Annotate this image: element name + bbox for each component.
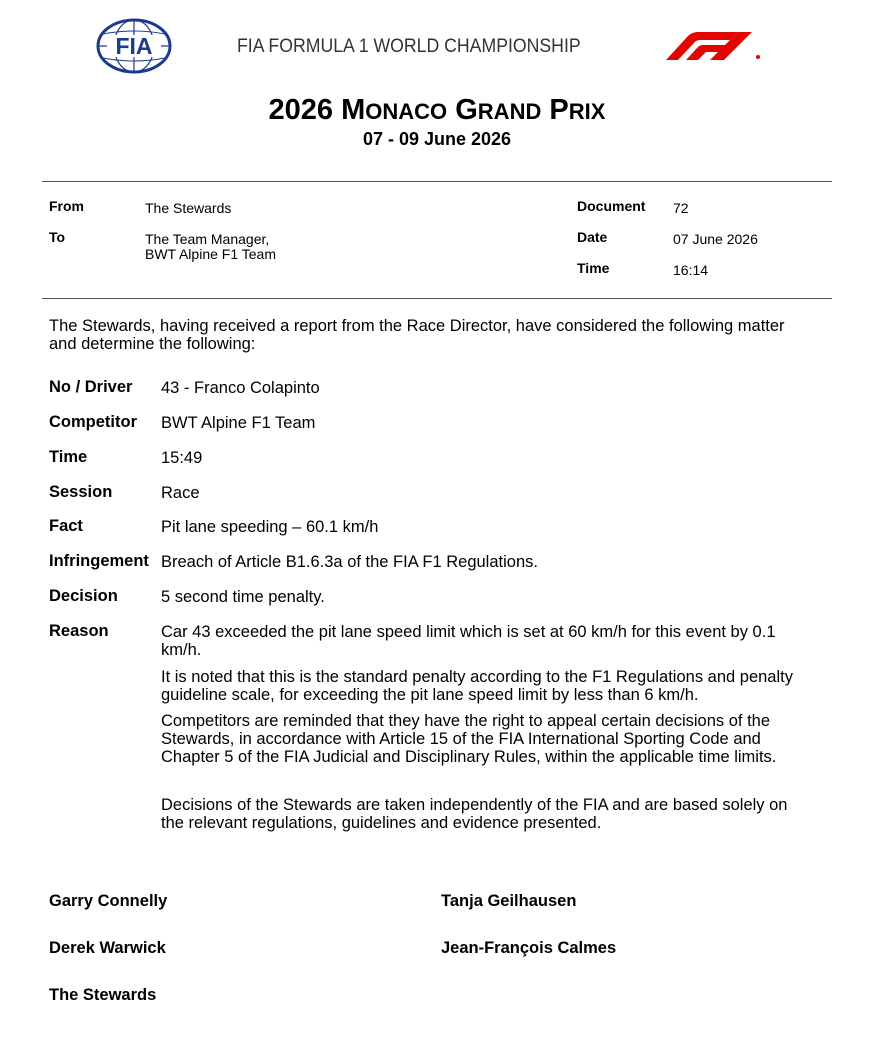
steward-signature: Garry Connelly [49, 892, 168, 910]
detail-value-infringement: Breach of Article B1.6.3a of the FIA F1 Regulations. [161, 553, 538, 571]
detail-label-time: Time [49, 448, 88, 466]
detail-label-decision: Decision [49, 587, 118, 605]
fia-logo-icon [95, 18, 173, 74]
reason-paragraph: Decisions of the Stewards are taken independently of the FIA and are based solely on the relevant regulations, guidelines and evidence presented. [161, 796, 788, 832]
detail-value-session: Race [161, 484, 200, 502]
detail-label-competitor: Competitor [49, 413, 137, 431]
f1-logo-icon [666, 30, 778, 62]
steward-signature: Derek Warwick [49, 939, 166, 957]
steward-signature: Tanja Geilhausen [441, 892, 577, 910]
detail-value-fact: Pit lane speeding – 60.1 km/h [161, 518, 379, 536]
detail-value-decision: 5 second time penalty. [161, 588, 325, 606]
detail-label-infringement: Infringement [49, 552, 149, 570]
detail-label-fact: Fact [49, 517, 83, 535]
time-value: 16:14 [673, 262, 709, 278]
event-dates: 07 - 09 June 2026 [362, 129, 512, 149]
divider-top [42, 181, 832, 182]
detail-label-session: Session [49, 483, 113, 501]
grand-prix-title: 2026 MONACO GRAND PRIX [268, 94, 606, 126]
document-label: Document [577, 198, 646, 214]
reason-paragraph: Competitors are reminded that they have the right to appeal certain decisions of the Stewards, in accordance with Article 15 of the FIA International Sporting Code and Chapter 5 of the FIA Judicial and Disciplinary Rules, within the applicable time limits. [161, 712, 777, 766]
divider-bottom [42, 298, 832, 299]
detail-label-reason: Reason [49, 622, 109, 640]
detail-value-time: 15:49 [161, 449, 203, 467]
to-label: To [49, 229, 66, 245]
to-value-line2: BWT Alpine F1 Team [145, 246, 276, 262]
reason-paragraph: It is noted that this is the standard penalty according to the F1 Regulations and penalty guideline scale, for exceeding the pit lane speed limit by less than 6 km/h. [161, 668, 793, 704]
detail-value-competitor: BWT Alpine F1 Team [161, 414, 316, 432]
championship-title: FIA FORMULA 1 WORLD CHAMPIONSHIP [237, 36, 581, 57]
date-value: 07 June 2026 [673, 231, 758, 247]
intro-paragraph: The Stewards, having received a report from the Race Director, have considered the following matter and determine the following: [49, 317, 785, 353]
to-value-line1: The Team Manager, [145, 231, 270, 247]
fia-logo-text: FIA [115, 33, 153, 59]
time-label: Time [577, 260, 610, 276]
from-label: From [49, 198, 84, 214]
detail-value-reason: Car 43 exceeded the pit lane speed limit which is set at 60 km/h for this event by 0.1 km/h. [161, 623, 776, 659]
from-value: The Stewards [145, 200, 232, 216]
steward-signature: Jean-François Calmes [441, 939, 617, 957]
stewards-footer: The Stewards [49, 986, 157, 1004]
date-label: Date [577, 229, 608, 245]
detail-value-driver: 43 - Franco Colapinto [161, 379, 320, 397]
document-value: 72 [673, 200, 689, 216]
detail-label-driver: No / Driver [49, 378, 133, 396]
